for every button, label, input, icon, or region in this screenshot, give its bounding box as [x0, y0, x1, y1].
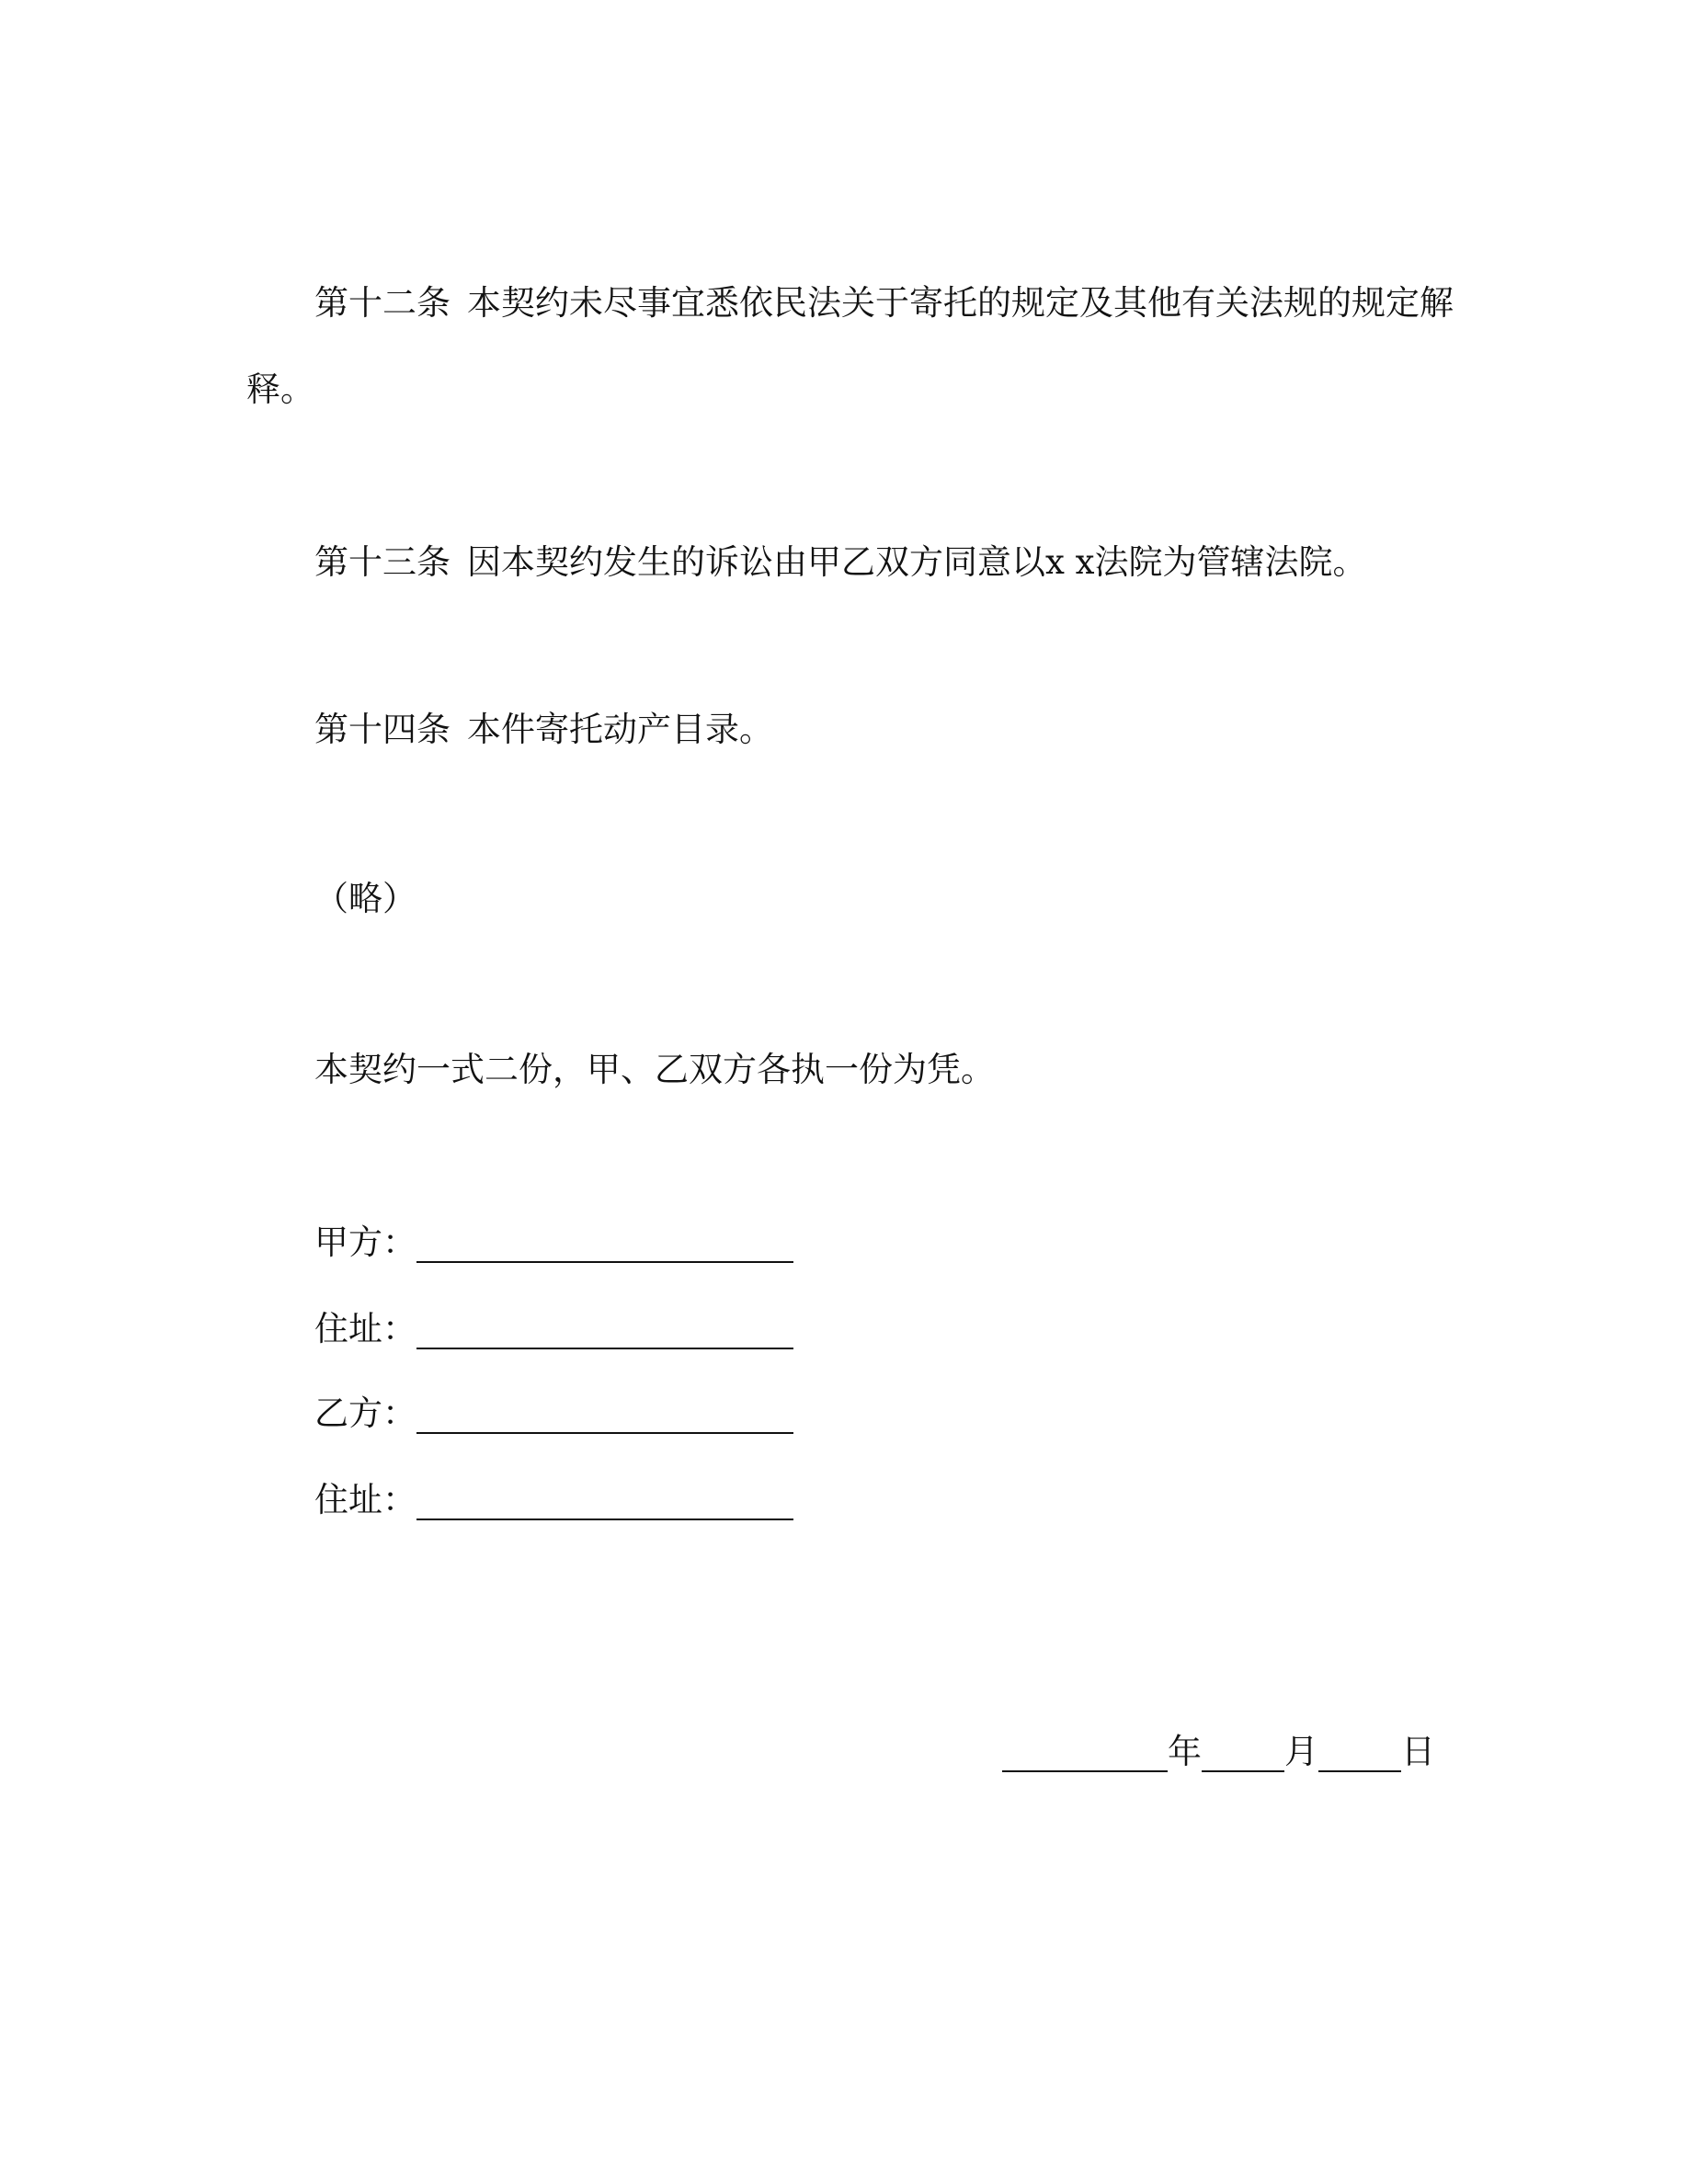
article-12-label: 第十二条	[314, 283, 451, 323]
date-month-label: 月	[1284, 1732, 1318, 1771]
address-b-blank[interactable]	[416, 1484, 793, 1520]
article-12-line-1	[314, 283, 1454, 324]
address-a-blank[interactable]	[416, 1313, 793, 1349]
copies-statement: 本契约一式二份，甲、乙双方各执一份为凭。	[314, 1050, 995, 1089]
date-month-blank[interactable]	[1202, 1735, 1284, 1772]
article-14-label: 第十四条	[314, 710, 451, 749]
date-day-blank[interactable]	[1318, 1735, 1401, 1772]
article-13-text: 因本契约发生的诉讼由甲乙双方同意以x x法院为管辖法院。	[467, 542, 1367, 582]
article-14-text: 本件寄托动产目录。	[467, 710, 773, 749]
party-b-row	[314, 1388, 793, 1434]
date-year-label: 年	[1168, 1732, 1202, 1771]
article-12-line-2: 释。	[246, 370, 314, 409]
address-a-row	[314, 1303, 793, 1349]
party-b-blank[interactable]	[416, 1397, 793, 1434]
date-year-blank[interactable]	[1002, 1735, 1168, 1772]
party-a-label: 甲方：	[314, 1223, 416, 1262]
article-14	[314, 710, 773, 750]
article-13-label: 第十三条	[314, 542, 451, 582]
date-day-label: 日	[1401, 1732, 1435, 1771]
address-b-row	[314, 1474, 793, 1520]
party-a-blank[interactable]	[416, 1226, 793, 1263]
omitted-note: （略）	[314, 879, 416, 918]
party-a-row	[314, 1217, 793, 1263]
article-12-text: 本契约未尽事宜悉依民法关于寄托的规定及其他有关法规的规定解	[467, 283, 1454, 323]
article-13	[314, 542, 1367, 583]
date-row	[1002, 1732, 1435, 1772]
party-b-label: 乙方：	[314, 1393, 416, 1433]
address-a-label: 住址：	[314, 1309, 416, 1348]
address-b-label: 住址：	[314, 1480, 416, 1519]
